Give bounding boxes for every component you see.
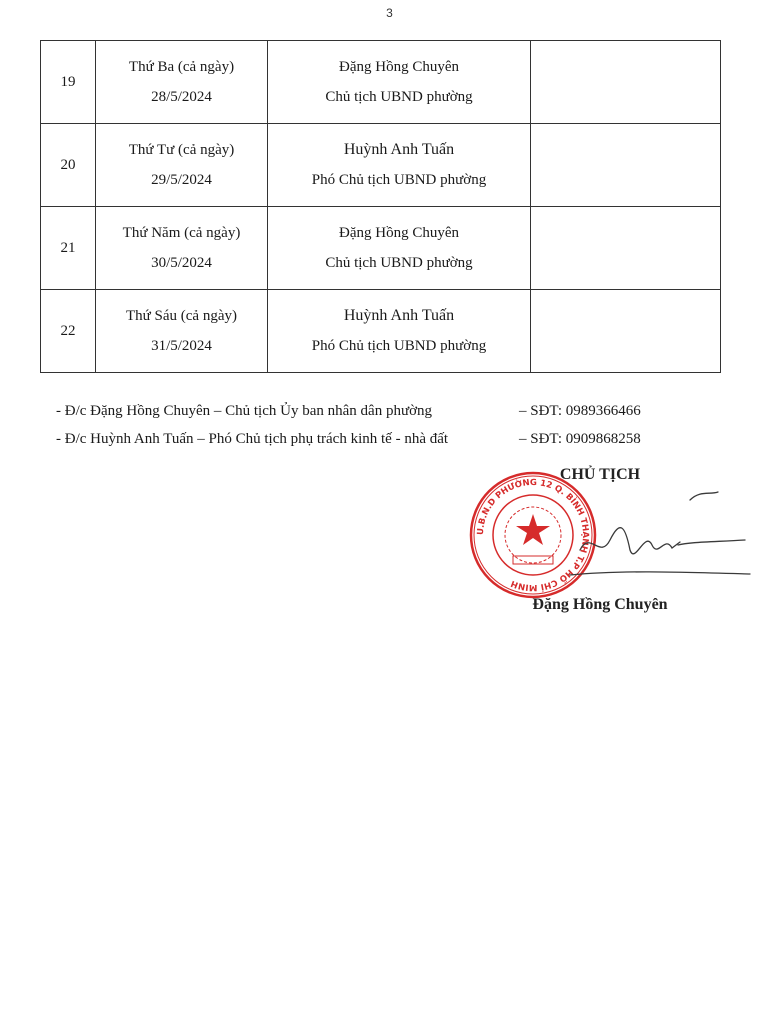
- day-cell: [96, 124, 268, 207]
- day-cell: [96, 207, 268, 290]
- person-cell: [268, 124, 531, 207]
- contact-line: [56, 397, 641, 425]
- date: 29/5/2024: [151, 172, 212, 188]
- person-cell: [268, 290, 531, 373]
- note-cell: [531, 124, 721, 207]
- person-cell: [268, 207, 531, 290]
- signer-name: Đặng Hồng Chuyên: [532, 596, 668, 613]
- table-row: [41, 124, 721, 207]
- weekday: Thứ Sáu (cả ngày): [125, 308, 237, 324]
- date: 30/5/2024: [151, 255, 212, 271]
- page-number: 3: [386, 6, 393, 20]
- note-cell: [531, 41, 721, 124]
- contact-phone: – SĐT: 0989366466: [519, 403, 641, 419]
- table-row: [41, 290, 721, 373]
- note-cell: [531, 207, 721, 290]
- contact-line: [56, 425, 641, 453]
- person-role: Chủ tịch UBND phường: [325, 89, 473, 105]
- note-cell: [531, 290, 721, 373]
- duty-schedule-table: [40, 40, 721, 373]
- signature-block: [460, 460, 760, 630]
- person-role: Chủ tịch UBND phường: [325, 255, 473, 271]
- table-row: [41, 207, 721, 290]
- day-cell: [96, 290, 268, 373]
- handwritten-signature-icon: [540, 490, 760, 590]
- weekday: Thứ Tư (cả ngày): [128, 142, 235, 158]
- row-number: 21: [41, 207, 96, 290]
- person-name: Huỳnh Anh Tuấn: [343, 307, 455, 324]
- contact-text: - Đ/c Đặng Hồng Chuyên – Chủ tịch Ủy ban nhân dân phường: [56, 403, 433, 419]
- row-number: 19: [41, 41, 96, 124]
- contact-text: - Đ/c Huỳnh Anh Tuấn – Phó Chủ tịch phụ trách kinh tế - nhà đất: [56, 431, 449, 447]
- person-name: Huỳnh Anh Tuấn: [343, 141, 455, 158]
- signer-title: CHỦ TỊCH: [559, 466, 641, 483]
- table-row: [41, 41, 721, 124]
- person-cell: [268, 41, 531, 124]
- contact-list: [56, 397, 641, 453]
- row-number: 20: [41, 124, 96, 207]
- person-role: Phó Chủ tịch UBND phường: [311, 338, 487, 354]
- person-role: Phó Chủ tịch UBND phường: [311, 172, 487, 188]
- row-number: 22: [41, 290, 96, 373]
- date: 31/5/2024: [151, 338, 212, 354]
- svg-text:U.B.N.D PHƯỜNG 12 Q. BÌNH THẠN: U.B.N.D PHƯỜNG 12 Q. BÌNH THẠNH T.P HỒ CHÍ MINH: [475, 477, 591, 593]
- person-name: Đặng Hồng Chuyên: [339, 225, 459, 241]
- contact-phone: – SĐT: 0909868258: [519, 431, 641, 447]
- person-name: Đặng Hồng Chuyên: [339, 59, 459, 75]
- weekday: Thứ Năm (cả ngày): [122, 225, 241, 241]
- weekday: Thứ Ba (cả ngày): [128, 59, 235, 75]
- day-cell: [96, 41, 268, 124]
- date: 28/5/2024: [151, 89, 212, 105]
